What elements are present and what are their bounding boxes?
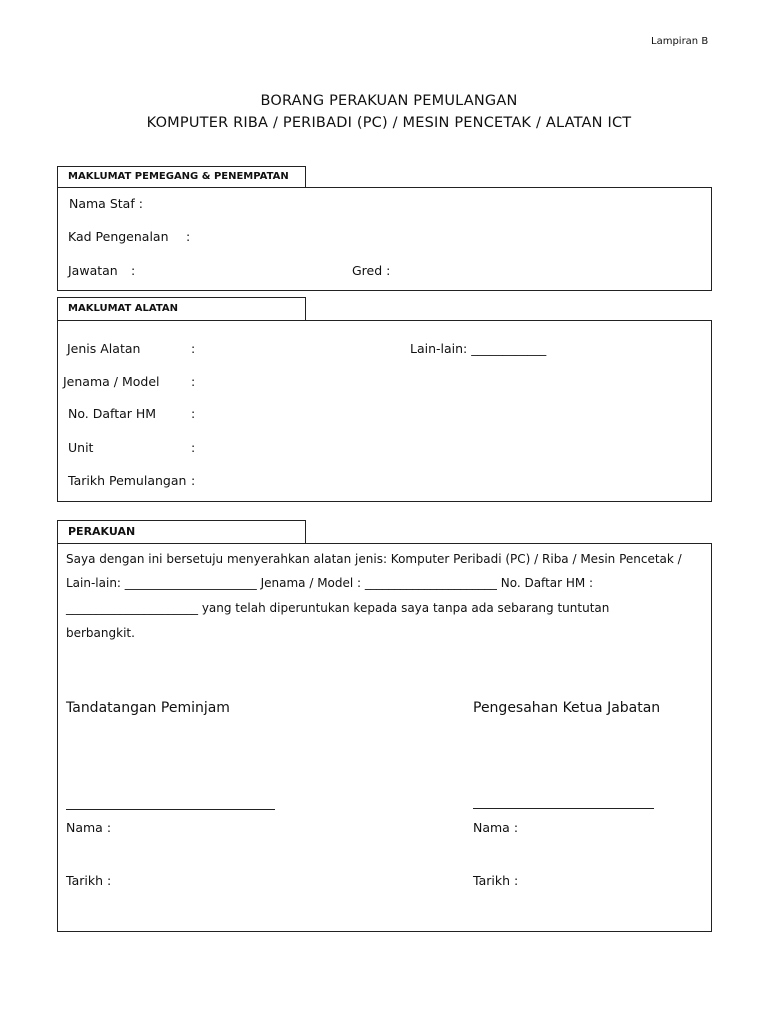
brand-model-label: Jenama / Model — [63, 374, 160, 389]
hod-date-label: Tarikh : — [473, 873, 519, 888]
hod-approval-label: Pengesahan Ketua Jabatan — [473, 700, 661, 716]
borrower-date-label: Tarikh : — [66, 873, 112, 888]
unit-colon: : — [191, 440, 196, 455]
declaration-heading: PERAKUAN — [57, 520, 306, 544]
equipment-type-label: Jenis Alatan — [67, 341, 141, 356]
holder-info-heading: MAKLUMAT PEMEGANG & PENEMPATAN — [57, 166, 306, 188]
declaration-line-4: berbangkit. — [66, 626, 135, 640]
hod-signature-line — [473, 808, 654, 809]
position-label: Jawatan — [68, 263, 118, 278]
other-label: Lain-lain: ____________ — [410, 341, 547, 356]
hod-name-label: Nama : — [473, 820, 519, 835]
registration-no-label: No. Daftar HM — [68, 406, 157, 421]
grade-label: Gred : — [352, 263, 391, 278]
borrower-signature-line — [66, 809, 275, 810]
borrower-signature-label: Tandatangan Peminjam — [66, 700, 230, 716]
lampiran-label: Lampiran B — [651, 36, 709, 47]
equipment-info-heading: MAKLUMAT ALATAN — [57, 297, 306, 321]
return-date-label: Tarikh Pemulangan — [68, 473, 187, 488]
staff-name-label: Nama Staf : — [69, 196, 143, 211]
declaration-line-3: ______________________ yang telah diperuntukan kepada saya tanpa ada sebarang tuntutan — [66, 601, 610, 615]
borrower-name-label: Nama : — [66, 820, 112, 835]
declaration-line-1: Saya dengan ini bersetuju menyerahkan alatan jenis: Komputer Peribadi (PC) / Riba / Mesin Pencetak / — [66, 552, 682, 566]
equipment-type-colon: : — [191, 341, 196, 356]
form-title: BORANG PERAKUAN PEMULANGAN — [260, 93, 518, 109]
unit-label: Unit — [68, 440, 94, 455]
ic-colon: : — [186, 229, 191, 244]
registration-no-colon: : — [191, 406, 196, 421]
brand-model-colon: : — [191, 374, 196, 389]
position-colon: : — [131, 263, 136, 278]
return-date-colon: : — [191, 473, 196, 488]
declaration-line-2: Lain-lain: ______________________ Jenama / Model : ______________________ No. Daftar HM : — [66, 576, 594, 590]
form-subtitle: KOMPUTER RIBA / PERIBADI (PC) / MESIN PENCETAK / ALATAN ICT — [146, 115, 632, 131]
ic-label: Kad Pengenalan — [68, 229, 169, 244]
